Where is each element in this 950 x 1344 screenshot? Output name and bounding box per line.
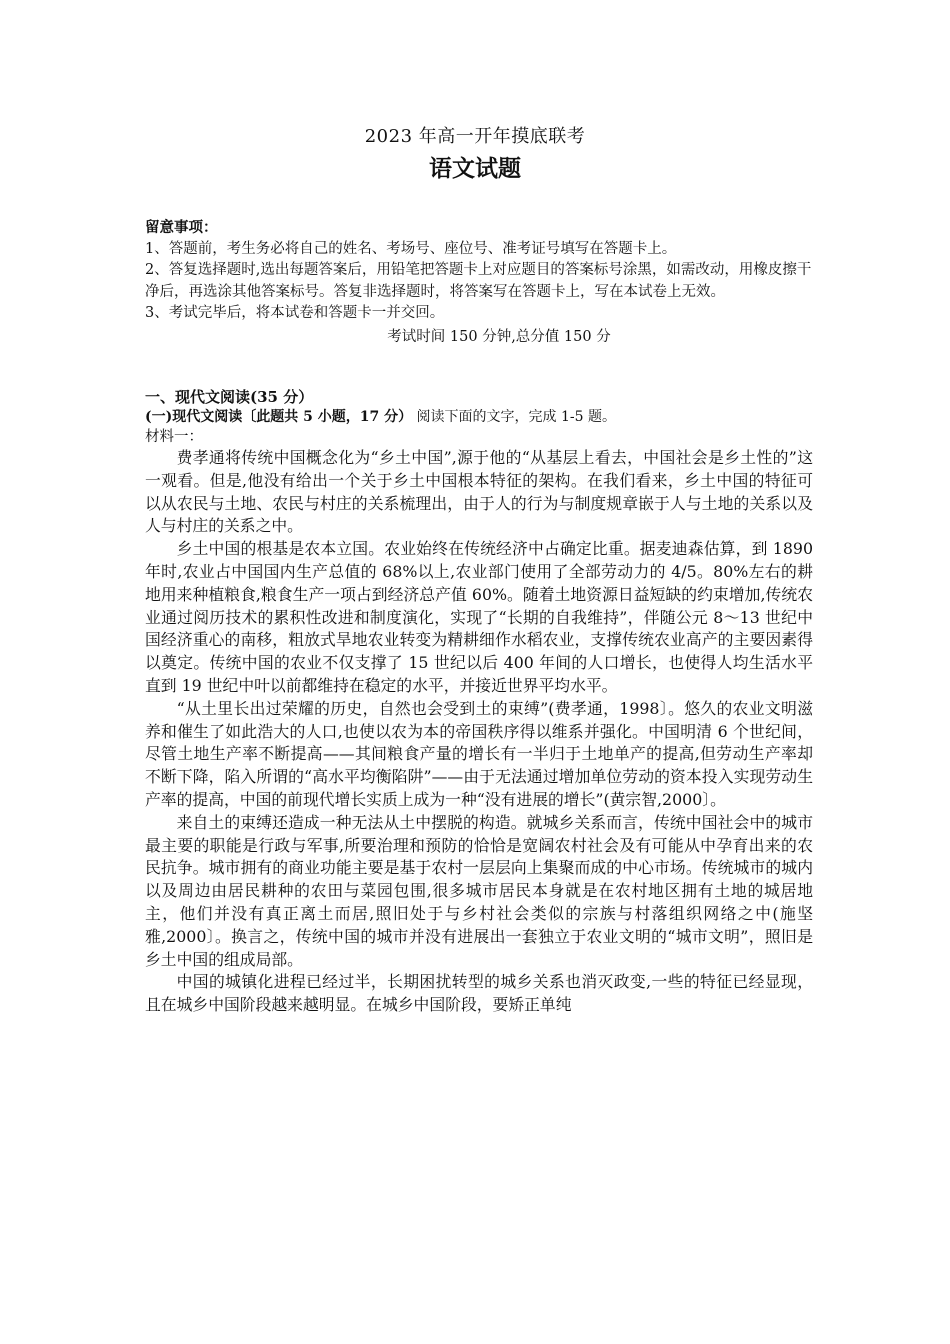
- paragraph: “从土里长出过荣耀的历史，自然也会受到土的束缚”(费孝通，1998〕。悠久的农业文明滋养和催生了如此浩大的人口,也使以农为本的帝国秩序得以维系并强化。中国明清 6 个世纪间，尽管土地生产率不断提高——其间粮食产量的增长有一半归于土地单产的提高,但劳动生产率却不断下降，陷入所谓的“高水平均衡陷阱”——由于无法通过增加单位劳动的资本投入实现劳动生产率的提高，中国的前现代增长实质上成为一种“没有进展的增长”(黄宗智,2000〕。: [145, 698, 813, 809]
- paragraph: 费孝通将传统中国概念化为“乡土中国”,源于他的“从基层上看去，中国社会是乡土性的”这一观看。但是,他没有给出一个关于乡土中国根本特征的架构。在我们看来，乡土中国的特征可以从农民与土地、农民与村庄的关系梳理出，由于人的行为与制度规章嵌于人与土地的关系以及人与村庄的关系之中。: [145, 448, 813, 536]
- paragraph: 乡土中国的根基是农本立国。农业始终在传统经济中占确定比重。据麦迪森估算，到 1890 年时,农业占中国国内生产总值的 68%以上,农业部门使用了全部劳动力的 4/5。80%左右的耕地用来种植粮食,粮食生产一项占到经济总产值 60%。随着土地资源日益短缺的约束增加,传统农业通过阅历技术的累积性改进和制度演化，实现了“长期的自我维持”，伴随公元 8～13 世纪中国经济重心的南移，粗放式旱地农业转变为精耕细作水稻农业，支撑传统农业高产的主要因素得以奠定。传统中国的农业不仅支撑了 15 世纪以后 400 年间的人口增长，也使得人均生活水平直到 19 世纪中叶以前都维持在稳定的水平，并接近世界平均水平。: [145, 539, 813, 695]
- section-modern-reading: [145, 386, 813, 1017]
- paragraph: 中国的城镇化进程已经过半，长期困扰转型的城乡关系也消灭政变,一些的特征已经显现，且在城乡中国阶段越来越明显。在城乡中国阶段，要矫正单纯: [145, 972, 813, 1015]
- notice-block: [145, 217, 813, 348]
- notice-item: 3、考试完毕后，将本试卷和答题卡一并交回。: [145, 305, 445, 321]
- notice-heading: 留意事项：: [145, 219, 218, 236]
- paragraph: 来自土的束缚还造成一种无法从土中摆脱的构造。就城乡关系而言，传统中国社会中的城市最主要的职能是行政与军事,所要治理和预防的恰恰是宽阔农村社会及有可能从中孕育出来的农民抗争。城市拥有的商业功能主要是基于农村一层层向上集聚而成的中心市场。传统城市的城内以及周边由居民耕种的农田与菜园包围,很多城市居民本身就是在农村地区拥有土地的城居地主，他们并没有真正离土而居,照旧处于与乡村社会类似的宗族与村落组织网络之中(施坚雅,2000〕。换言之，传统中国的城市并没有进展出一套独立于农业文明的“城市文明”，照旧是乡土中国的组成局部。: [145, 812, 813, 969]
- notice-item: 2、答复选择题时,选出每题答案后，用铅笔把答题卡上对应题目的答案标号涂黑，如需改动，用橡皮擦干净后，再选涂其他答案标号。答复非选择题时，将答案写在答题卡上，写在本试卷上无效。: [145, 262, 812, 300]
- notice-item: 1、答题前，考生务必将自己的姓名、考场号、座位号、准考证号填写在答题卡上。: [145, 240, 677, 257]
- subsection-title: [145, 408, 813, 427]
- exam-subject-title: 语文试题: [429, 155, 521, 182]
- material-label: 材料一：: [145, 429, 203, 445]
- section-title: 一、现代文阅读(35 分）: [145, 388, 314, 406]
- exam-title: 2023 年高一开年摸底联考: [364, 126, 586, 147]
- exam-time-info: 考试时间 150 分钟,总分值 150 分: [387, 328, 611, 345]
- subsection-instruction: 阅读下面的文字，完成 1-5 题。: [416, 409, 616, 425]
- subsection-heading: (一)现代文阅读〔此题共 5 小题，17 分）: [145, 409, 413, 425]
